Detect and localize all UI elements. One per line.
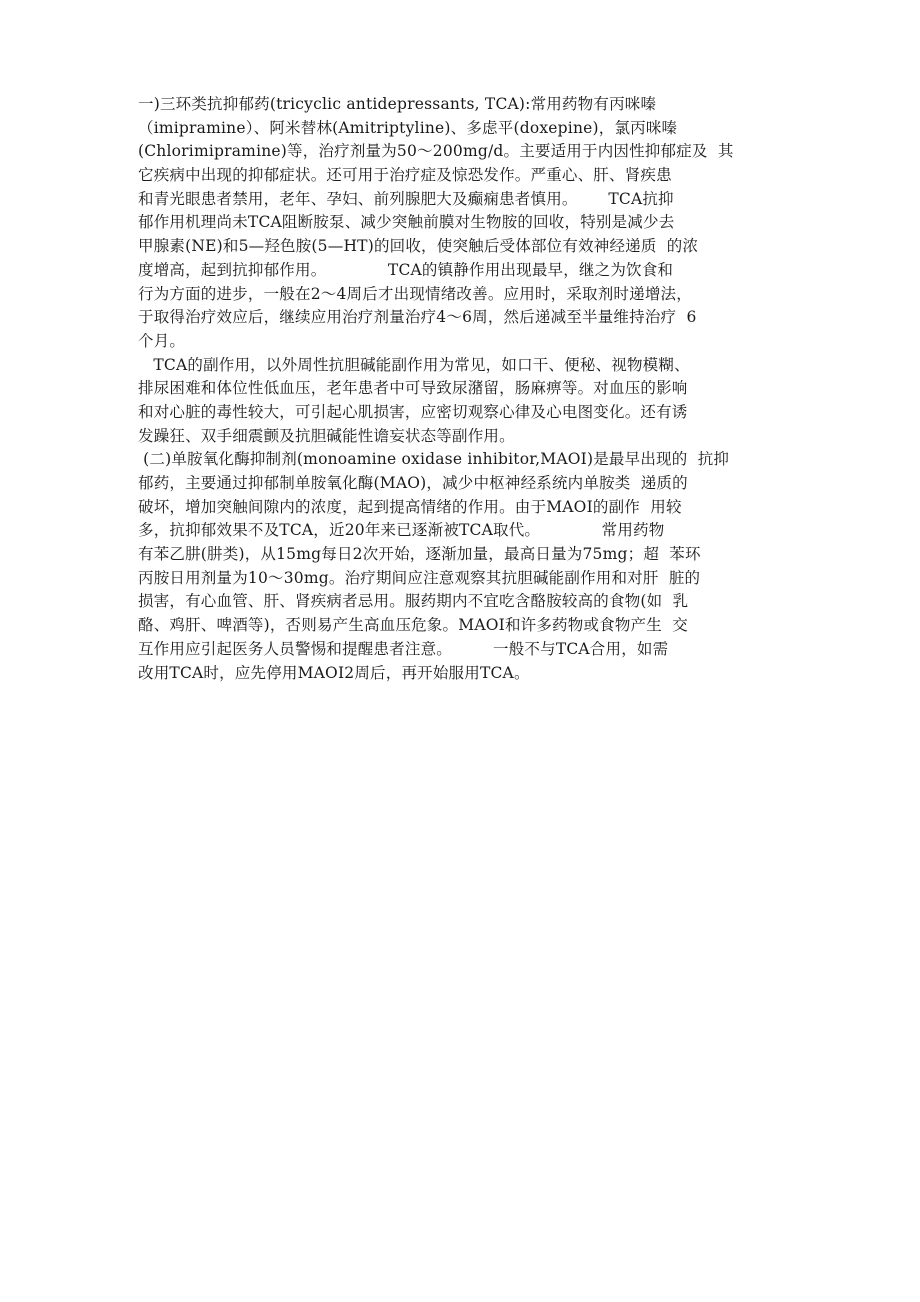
text-line: 行为方面的进步，一般在2〜4周后才出现情绪改善。应用时，采取剂时递增法，	[138, 284, 692, 303]
text-line: 和对心脏的毒性较大，可引起心肌损害，应密切观察心律及心电图变化。还有诱	[138, 402, 688, 421]
document-body-text	[138, 93, 788, 685]
text-line: 度增高，起到抗抑郁作用。 TCA的镇静作用出现最早，继之为饮食和	[138, 260, 674, 279]
text-line: 郁药，主要通过抑郁制单胺氧化酶(MAO)，减少中枢神经系统内单胺类 递质的	[138, 474, 688, 492]
text-line: 郁作用机理尚未TCA阻断胺泵、减少突触前膜对生物胺的回收，特别是减少去	[138, 213, 675, 232]
text-line: 有苯乙肼(肼类)，从15mg每日2次开始，逐渐加量，最高日量为75mg；超 苯环	[138, 545, 701, 564]
text-line: 于取得治疗效应后，继续应用治疗剂量治疗4〜6周，然后递减至半量维持治疗 6	[138, 308, 697, 327]
text-line: 个月。	[138, 331, 186, 350]
text-line: 发躁狂、双手细震颤及抗胆碱能性谵妄状态等副作用。	[138, 426, 515, 445]
text-line: 破坏，增加突触间隙内的浓度，起到提高情绪的作用。由于MAOI的副作 用较	[138, 497, 682, 516]
text-line: (二)单胺氧化酶抑制剂(monoamine oxidase inhibitor,MAOI)是最早出现的 抗抑	[138, 450, 730, 469]
text-line: 和青光眼患者禁用，老年、孕妇、前列腺肥大及癫痫患者慎用。 TCA抗抑	[138, 189, 674, 208]
text-line: 损害，有心血管、肝、肾疾病者忌用。服药期内不宜吃含酪胺较高的食物(如 乳	[138, 592, 689, 611]
text-line: 丙胺日用剂量为10〜30mg。治疗期间应注意观察其抗胆碱能副作用和对肝 脏的	[138, 568, 701, 587]
text-line: 它疾病中出现的抑郁症状。还可用于治疗症及惊恐发作。严重心、肝、肾疾患	[138, 166, 672, 185]
text-line: 酪、鸡肝、啤酒等)，否则易产生高血压危象。MAOI和许多药物或食物产生 交	[138, 616, 688, 635]
text-line: 甲腺素(NE)和5—羟色胺(5—HT)的回收，使突触后受体部位有效神经递质 的浓	[138, 237, 699, 256]
text-line: （imipramine）、阿米替林(Amitriptyline)、多虑平(doxepine)，氯丙咪嗪	[138, 118, 678, 137]
text-line: TCA的副作用，以外周性抗胆碱能副作用为常见，如口干、便秘、视物模糊、	[138, 355, 690, 374]
text-line: 改用TCA时，应先停用MAOI2周后，再开始服用TCA。	[138, 663, 530, 682]
text-line: 排尿困难和体位性低血压，老年患者中可导致尿潴留，肠麻痹等。对血压的影响	[138, 379, 688, 398]
text-line: 互作用应引起医务人员警惕和提醒患者注意。 一般不与TCA合用，如需	[138, 639, 669, 658]
text-line: (Chlorimipramine)等，治疗剂量为50〜200mg/d。主要适用于内因性抑郁症及 其	[138, 142, 734, 161]
text-line: 一)三环类抗抑郁药(tricyclic antidepressants, TCA):常用药物有丙咪嗪	[138, 95, 657, 113]
text-line: 多，抗抑郁效果不及TCA，近20年来已逐渐被TCA取代。 常用药物	[138, 521, 665, 540]
